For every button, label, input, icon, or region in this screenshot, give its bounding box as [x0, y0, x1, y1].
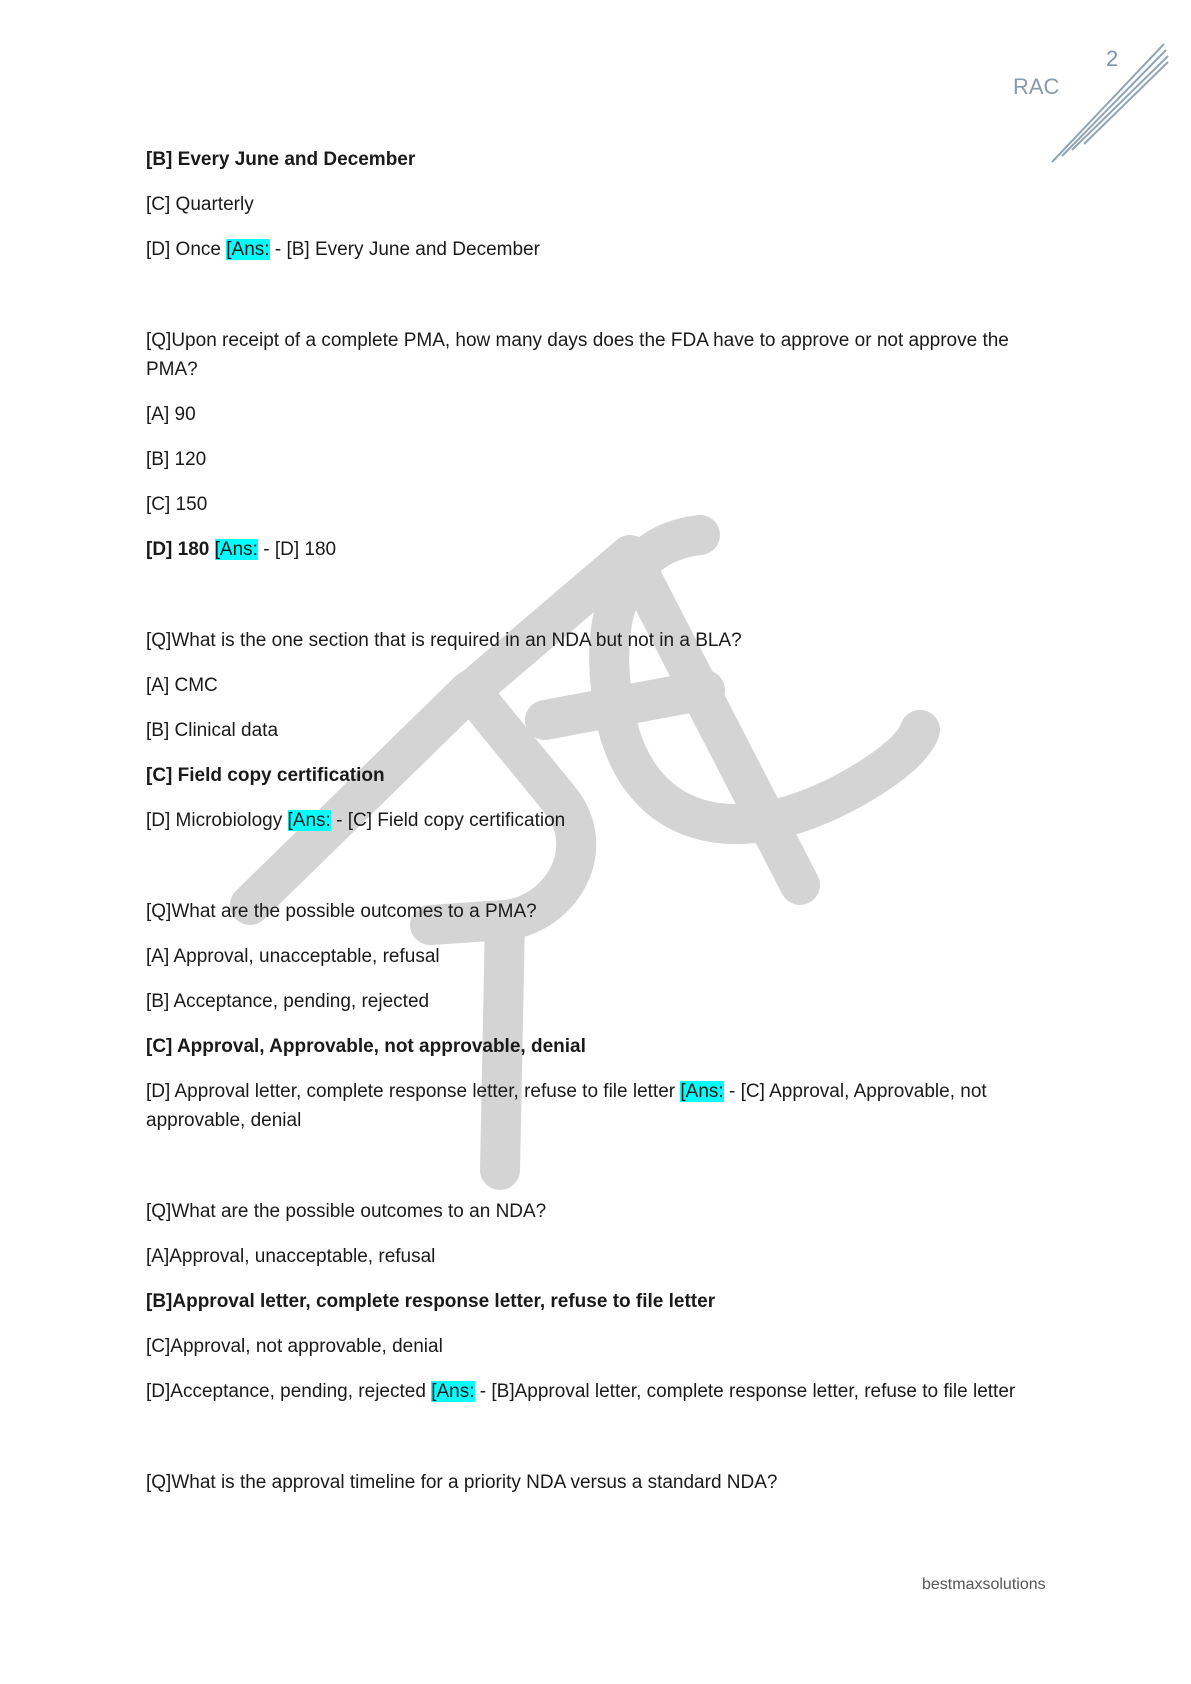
option-b: [B] Clinical data — [146, 720, 279, 741]
option-d-text: [D] Microbiology — [146, 810, 283, 831]
question-text: [Q]What is the one section that is required in an NDA but not in a BLA? — [146, 630, 742, 651]
option-a: [A] CMC — [146, 675, 218, 696]
answer-text: - [C] Approval, Approvable, not approvable, denial — [146, 1081, 987, 1131]
option-b: [B] Acceptance, pending, rejected — [146, 991, 430, 1012]
option-a: [A] 90 — [146, 404, 196, 425]
option-c: [C] Quarterly — [146, 194, 254, 215]
option-d-text: [D] Once — [146, 239, 221, 260]
answer-text: - [B] Every June and December — [269, 239, 540, 260]
document-body — [146, 145, 1046, 1513]
header-title: RAC — [1013, 74, 1060, 99]
answer-text: - [D] 180 — [257, 539, 337, 560]
answer-tag: [Ans: — [431, 1381, 475, 1402]
option-b: [B]Approval letter, complete response letter, refuse to file letter — [146, 1291, 716, 1312]
option-a: [A]Approval, unacceptable, refusal — [146, 1246, 436, 1267]
option-d — [146, 1377, 1046, 1406]
option-c: [C] Approval, Approvable, not approvable, denial — [146, 1036, 586, 1057]
answer-tag: [Ans: — [226, 239, 270, 260]
option-c: [C] Field copy certification — [146, 765, 385, 786]
option-d-text: [D] 180 — [146, 539, 210, 560]
option-b: [B] Every June and December — [146, 149, 416, 170]
footer-text: bestmaxsolutions — [922, 1576, 1046, 1593]
option-d — [146, 806, 1046, 835]
option-c: [C]Approval, not approvable, denial — [146, 1336, 443, 1357]
question-text: [Q]What is the approval timeline for a priority NDA versus a standard NDA? — [146, 1472, 778, 1493]
option-a: [A] Approval, unacceptable, refusal — [146, 946, 440, 967]
answer-text: - [B]Approval letter, complete response letter, refuse to file letter — [474, 1381, 1016, 1402]
option-d — [146, 1077, 1046, 1135]
answer-text: - [C] Field copy certification — [330, 810, 566, 831]
answer-tag: [Ans: — [680, 1081, 724, 1102]
answer-tag: [Ans: — [214, 539, 258, 560]
question-text: [Q]What are the possible outcomes to a PMA? — [146, 901, 537, 922]
option-d-text: [D] Approval letter, complete response letter, refuse to file letter — [146, 1081, 676, 1102]
question-text: [Q]What are the possible outcomes to an NDA? — [146, 1201, 547, 1222]
option-d — [146, 535, 1046, 564]
answer-tag: [Ans: — [287, 810, 331, 831]
header-stripes-icon — [1040, 40, 1170, 170]
question-text: [Q]Upon receipt of a complete PMA, how many days does the FDA have to approve or not approve the PMA? — [146, 330, 1009, 380]
option-d — [146, 235, 1046, 264]
option-c: [C] 150 — [146, 494, 208, 515]
option-d-text: [D]Acceptance, pending, rejected — [146, 1381, 426, 1402]
page-number: 2 — [1106, 46, 1119, 71]
option-b: [B] 120 — [146, 449, 207, 470]
